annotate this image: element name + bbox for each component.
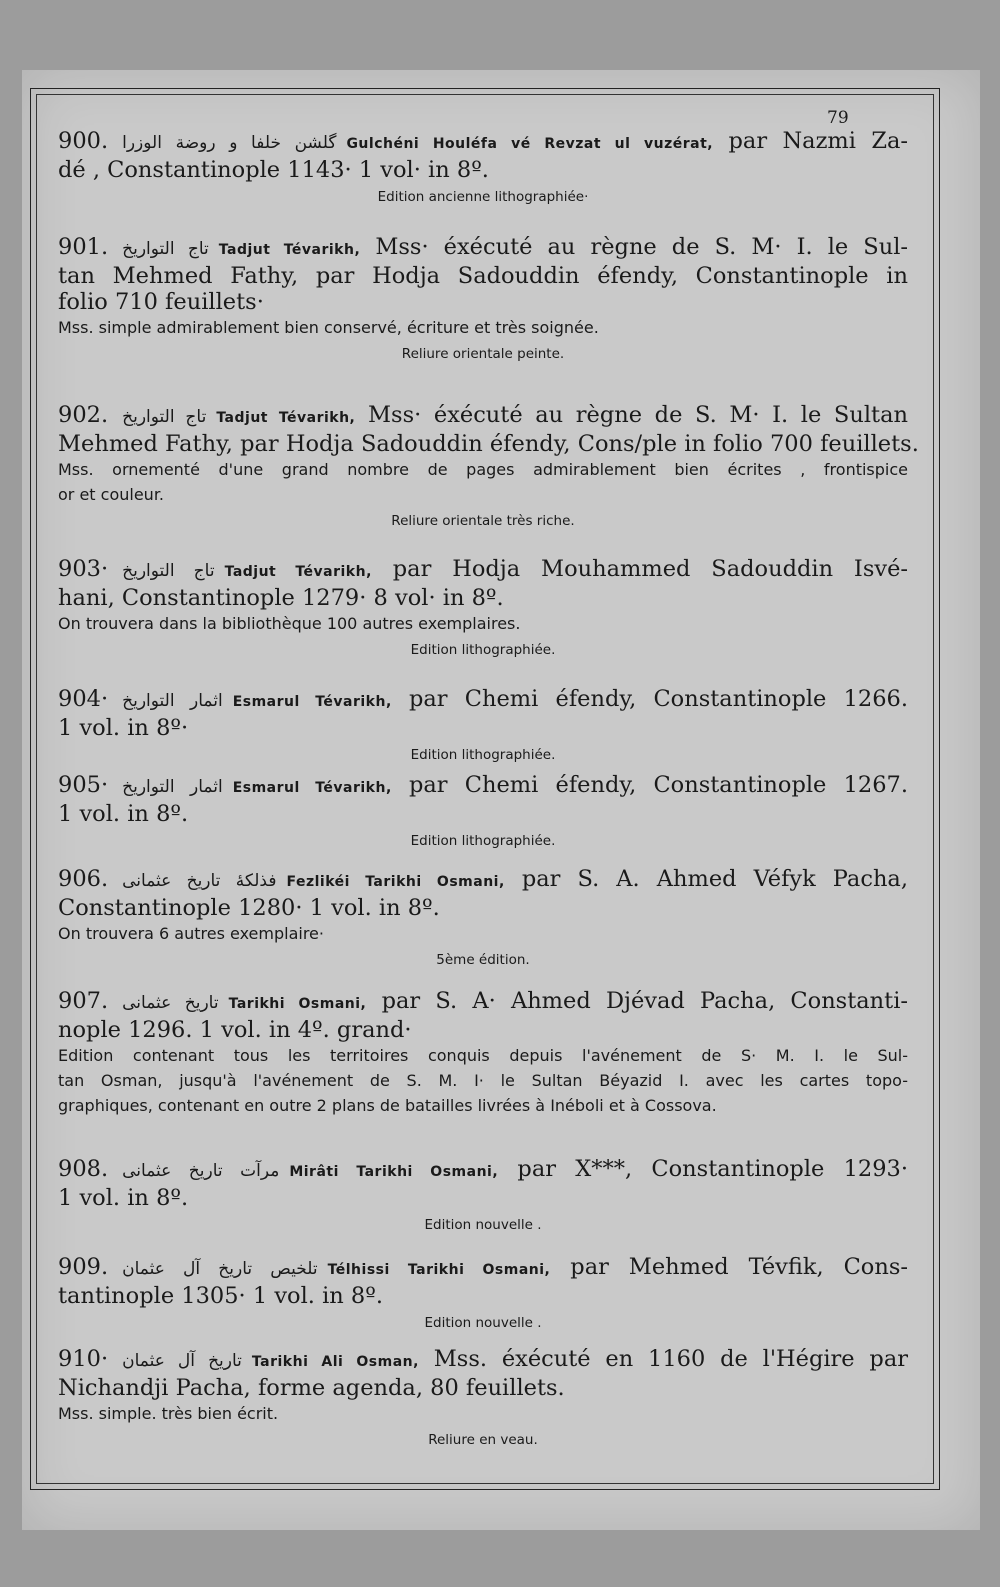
entry-continuation-line: 1 vol. in 8º.	[58, 801, 189, 827]
transliterated-title: Tadjut Tévarikh,	[218, 242, 361, 258]
transliterated-title: Tadjut Tévarikh,	[224, 564, 372, 580]
catalogue-entry	[58, 234, 908, 364]
edition-info: Reliure orientale peinte.	[401, 346, 565, 362]
entry-note: On trouvera 6 autres exemplaire·	[58, 924, 324, 943]
edition-info: Edition nouvelle .	[424, 1217, 542, 1233]
entry-number: 906.	[58, 866, 109, 892]
catalogue-entry	[58, 686, 908, 765]
transliterated-title: Fezlikéi Tarikhi Osmani,	[286, 874, 505, 890]
entry-description: Mss· éxécuté au règne de S. M· I. le Sul-	[375, 234, 909, 260]
entry-continuation-line: nople 1296. 1 vol. in 4º. grand·	[58, 1017, 412, 1043]
arabic-title: تاج التواريخ	[122, 561, 215, 581]
entry-note: or et couleur.	[58, 485, 165, 504]
entry-continuation-line: 1 vol. in 8º.	[58, 1185, 189, 1211]
entry-description: par Nazmi Za-	[728, 128, 909, 154]
catalogue-entry	[58, 866, 908, 970]
entry-continuation-line: Nichandji Pacha, forme agenda, 80 feuillets.	[58, 1375, 565, 1401]
entry-continuation-line: Mehmed Fathy, par Hodja Sadouddin éfendy, Cons/ple in folio 700 feuillets.	[58, 431, 919, 457]
arabic-title: مرآت تاريخ عثمانى	[122, 1161, 280, 1181]
entry-first-line	[58, 1346, 908, 1375]
entry-continuation-line: Constantinople 1280· 1 vol. in 8º.	[58, 895, 440, 921]
catalogue-entry	[58, 556, 908, 660]
edition-info: Edition nouvelle .	[424, 1315, 542, 1331]
catalogue-entry	[58, 1254, 908, 1333]
catalogue-entry	[58, 1346, 908, 1450]
entry-description: par S. A. Ahmed Véfyk Pacha,	[521, 866, 909, 892]
entry-continuation-line: tantinople 1305· 1 vol. in 8º.	[58, 1283, 383, 1309]
entry-number: 909.	[58, 1254, 109, 1280]
catalogue-entry	[58, 988, 908, 1118]
transliterated-title: Télhissi Tarikhi Osmani,	[327, 1262, 551, 1278]
entry-note: On trouvera dans la bibliothèque 100 autres exemplaires.	[58, 614, 521, 633]
entry-first-line	[58, 988, 908, 1017]
catalogue-entry	[58, 1156, 908, 1235]
entry-number: 904·	[58, 686, 109, 712]
entry-note: Mss. ornementé d'une grand nombre de pages admirablement bien écrites , frontispice	[58, 460, 908, 479]
entry-number: 902.	[58, 402, 109, 428]
transliterated-title: Gulchéni Houléfa vé Revzat ul vuzérat,	[346, 136, 714, 152]
entry-first-line	[58, 234, 908, 263]
entry-note: graphiques, contenant en outre 2 plans de batailles livrées à Inéboli et à Cossova.	[58, 1096, 717, 1115]
arabic-title: اثمار التواريخ	[122, 691, 223, 711]
entry-continuation-line: 1 vol. in 8º·	[58, 715, 189, 741]
arabic-title: تاج التواريخ	[122, 239, 209, 259]
page-number: 79	[827, 108, 849, 128]
entry-continuation-line: folio 710 feuillets·	[58, 289, 264, 315]
arabic-title: فذلكۀ تاريخ عثمانى	[122, 871, 277, 891]
entry-note: tan Osman, jusqu'à l'avénement de S. M. I· le Sultan Béyazid I. avec les cartes topo-	[58, 1071, 908, 1090]
entry-description: par Mehmed Tévfik, Cons-	[570, 1254, 908, 1280]
entry-description: par Chemi éfendy, Constantinople 1266.	[408, 686, 908, 712]
entry-number: 900.	[58, 128, 109, 154]
arabic-title: گلشن خلفا و روضة الوزرا	[122, 133, 337, 153]
catalogue-entry	[58, 128, 908, 207]
edition-info: Edition lithographiée.	[410, 833, 556, 849]
entry-first-line	[58, 402, 908, 431]
entry-first-line	[58, 866, 908, 895]
entry-note: Mss. simple. très bien écrit.	[58, 1404, 279, 1423]
entry-first-line	[58, 128, 908, 157]
arabic-title: تاريخ آل عثمان	[122, 1351, 242, 1371]
entry-first-line	[58, 1254, 908, 1283]
entry-number: 901.	[58, 234, 109, 260]
entry-first-line	[58, 556, 908, 585]
transliterated-title: Tadjut Tévarikh,	[216, 410, 356, 426]
entry-description: par X***, Constantinople 1293·	[517, 1156, 908, 1182]
edition-info: Edition ancienne lithographiée·	[377, 189, 589, 205]
entry-note: Mss. simple admirablement bien conservé, écriture et très soignée.	[58, 318, 599, 337]
entry-number: 907.	[58, 988, 109, 1014]
entry-description: Mss· éxécuté au règne de S. M· I. le Sultan	[367, 402, 908, 428]
arabic-title: اثمار التواريخ	[122, 777, 223, 797]
arabic-title: تاريخ عثمانى	[122, 993, 219, 1013]
entry-number: 908.	[58, 1156, 109, 1182]
transliterated-title: Esmarul Tévarikh,	[232, 694, 392, 710]
catalogue-entry	[58, 772, 908, 851]
entry-description: par Chemi éfendy, Constantinople 1267.	[408, 772, 908, 798]
entry-description: par S. A· Ahmed Djévad Pacha, Constanti-	[381, 988, 909, 1014]
entry-number: 905·	[58, 772, 109, 798]
edition-info: Reliure en veau.	[428, 1432, 538, 1448]
transliterated-title: Esmarul Tévarikh,	[232, 780, 392, 796]
entry-continuation-line: hani, Constantinople 1279· 8 vol· in 8º.	[58, 585, 504, 611]
catalogue-entry	[58, 402, 919, 531]
transliterated-title: Tarikhi Osmani,	[228, 996, 367, 1012]
edition-info: Edition lithographiée.	[410, 747, 556, 763]
entry-description: Mss. éxécuté en 1160 de l'Hégire par	[433, 1346, 908, 1372]
transliterated-title: Mirâti Tarikhi Osmani,	[289, 1164, 499, 1180]
entry-number: 903·	[58, 556, 109, 582]
entry-first-line	[58, 686, 908, 715]
entry-number: 910·	[58, 1346, 109, 1372]
entry-continuation-line: dé , Constantinople 1143· 1 vol· in 8º.	[58, 157, 489, 183]
arabic-title: تاج التواريخ	[122, 407, 207, 427]
entry-note: Edition contenant tous les territoires conquis depuis l'avénement de S· M. I. le Sul-	[58, 1046, 908, 1065]
edition-info: Edition lithographiée.	[410, 642, 556, 658]
entry-description: par Hodja Mouhammed Sadouddin Isvé-	[392, 556, 908, 582]
transliterated-title: Tarikhi Ali Osman,	[251, 1354, 419, 1370]
entry-first-line	[58, 772, 908, 801]
edition-info: 5ème édition.	[436, 952, 530, 968]
edition-info: Reliure orientale très riche.	[391, 513, 575, 529]
entry-continuation-line: tan Mehmed Fathy, par Hodja Sadouddin éfendy, Constantinople in	[58, 263, 908, 289]
entry-first-line	[58, 1156, 908, 1185]
arabic-title: تلخيص تاريخ آل عثمان	[122, 1259, 318, 1279]
